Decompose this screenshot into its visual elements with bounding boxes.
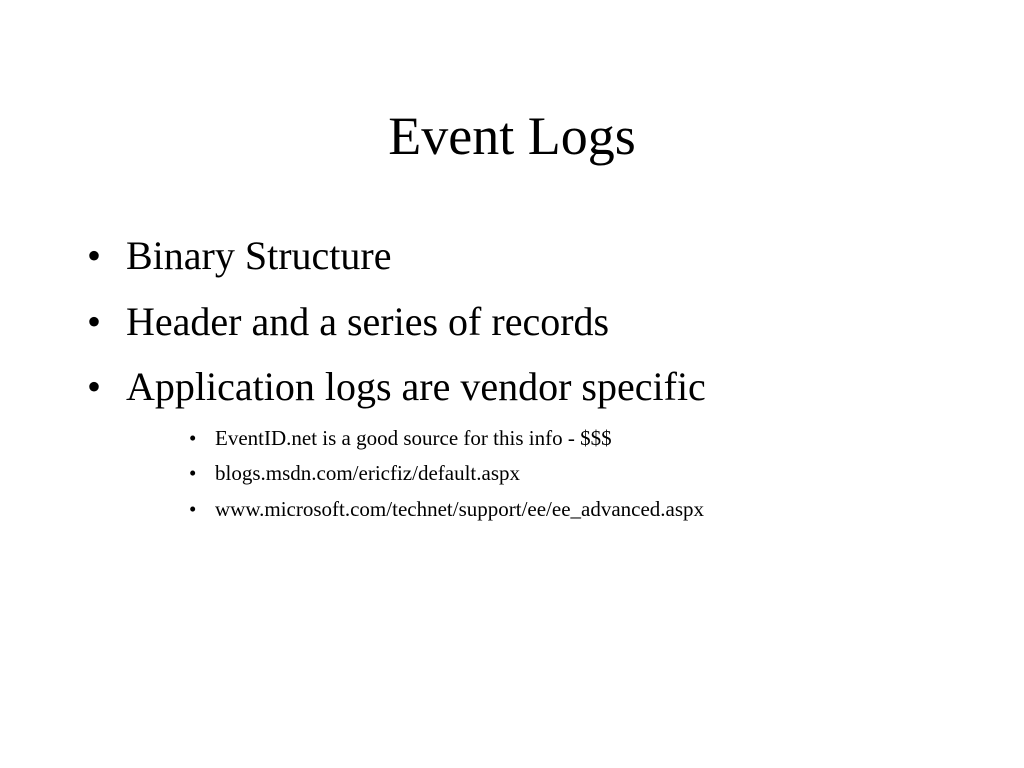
bullet-marker: • [87,299,102,344]
bullet-marker: • [87,364,102,409]
sub-bullet-marker: • [189,461,197,485]
sub-bullet-marker: • [189,497,197,521]
bullet-text: Header and a series of records [126,299,610,344]
slide-title: Event Logs [388,106,636,166]
bullet-text: Binary Structure [126,233,392,278]
bullet-marker: • [87,233,102,278]
bullet-text: Application logs are vendor specific [126,364,706,409]
sub-bullet-text: www.microsoft.com/technet/support/ee/ee_advanced.aspx [215,497,705,521]
sub-bullet-text: blogs.msdn.com/ericfiz/default.aspx [215,461,521,485]
sub-bullet-marker: • [189,426,197,450]
sub-bullet-text: EventID.net is a good source for this info - $$$ [215,426,612,450]
